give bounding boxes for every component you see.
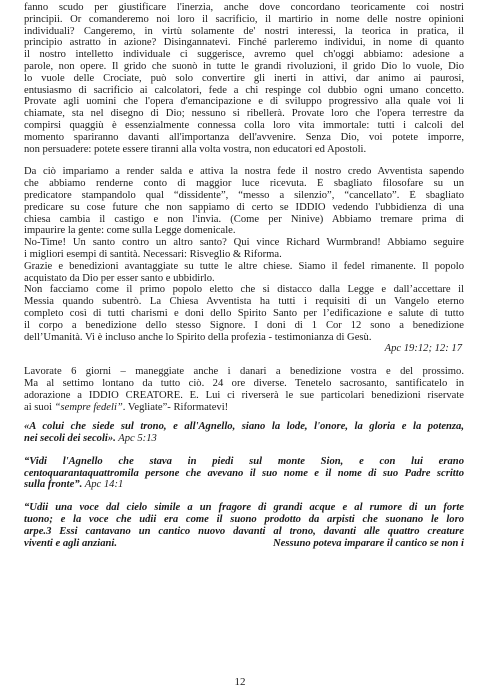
text-fragment: ai suoi: [24, 401, 55, 413]
quote-revelation-14-2: [24, 502, 464, 549]
text-line: il corpo a benedizione dello stesso Signore. I doni di 1 Cor 12 sono a benedizione: [24, 319, 464, 331]
quote-line: «A colui che siede sul trono, e all'Agnello, siano la lode, l'onore, la gloria e la potenza,: [24, 421, 464, 433]
text-line: Da ciò impariamo a render salda e attiva la nostra fede il nostro credo Avventista sapendo: [24, 166, 464, 178]
emphasis-text: “sempre fedeli”: [54, 401, 123, 413]
text-line: Ma al settimo lontano da tutto ciò. 24 ore diverse. Tenetelo sacrosanto, santificatelo in: [24, 377, 464, 389]
quote-line: “Udii una voce dal cielo simile a un fragore di grandi acque e al rumore di un forte: [24, 502, 464, 514]
scripture-reference: Apc 19:12; 12: 17: [384, 343, 462, 355]
text-line: chiamate, sta nel disegno di Dio; nessuno si ribellerà. Provate loro che l'opera terrestre da: [24, 108, 464, 120]
text-line: Messia quando subentrò. La Chiesa Avventista ha tutti i requisiti di un Vangelo eterno: [24, 296, 464, 308]
text-line: lo vuole delle Crociate, può solo convertire gli inerti in attivi, dar animo ai paurosi,: [24, 72, 464, 84]
quote-line: centoquarantaquattromila persone che avevano il suo nome e il nome di suo Padre scritto: [24, 467, 464, 479]
text-line: adorazione a IDDIO CREATORE. E. Lui ci riverserà le sue particolari benedizioni riservate: [24, 389, 464, 401]
quote-text: viventi e agli anziani.: [24, 537, 117, 549]
text-line: i migliori esempi di santità. Necessari: Risveglio & Riforma.: [24, 248, 282, 260]
text-line: Non facciamo come il primo popolo eletto che si distacco dalla Legge e dall’accettare il: [24, 284, 464, 296]
text-line: individuali? Cangeremo, in virtù solamente de' nostri interessi, la teorica in pratica, il: [24, 25, 464, 37]
paragraph-intro: [24, 2, 464, 155]
text-line: principii. Or comanderemo noi loro il sacrificio, il martirio in nome delle nostre opinioni: [24, 13, 464, 25]
quote-text: sulla fronte”.: [24, 479, 83, 491]
text-line: predicatore stampandolo qual “dissidente”, “messo a silenzio”, “cancellato”. È sbagliato: [24, 189, 464, 201]
text-line: [24, 402, 464, 414]
quote-line: [24, 479, 464, 491]
page-number: 12: [234, 676, 246, 688]
text-line: principio astratto in azione? Disingannatevi. Finché parleremo individui, in nome di quanto: [24, 37, 464, 49]
text-line: Provate agli uomini che l'opera d'emancipazione e di sviluppo progressivo alla quale voi li: [24, 96, 464, 108]
text-line: parole, non opere. Il grido che suonò in tutte le grandi rivoluzioni, il grido Dio lo vuole, Dio: [24, 60, 464, 72]
text-line: dell’Umanità. Vi è incluso anche lo Spirito della profezia - testimonianza di Gesù.: [24, 331, 372, 343]
paragraph-adventist-faith: [24, 166, 464, 355]
quote-text: nei secoli dei secoli».: [24, 433, 116, 445]
text-line: chiesa cambia il castigo e non l'invia. (Come per Ninive) Abbiamo tremare prima di: [24, 213, 464, 225]
text-line: No-Time! Un santo contro un altro santo? Qui vince Richard Wurmbrand! Abbiamo seguire: [24, 237, 464, 249]
quote-line: arpe.3 Essi cantavano un cantico nuovo davanti al trono, davanti alle quattro creature: [24, 525, 464, 537]
text-line: Lavorate 6 giorni – maneggiate anche i danari a benedizione vostra e del prossimo.: [24, 366, 464, 378]
text-line: predicare su cose future che non sappiamo di certo se IDDIO vedendo l'ubbidienza di una: [24, 201, 464, 213]
quote-text: Nessuno poteva imparare il cantico se non i: [273, 537, 464, 549]
scripture-reference: Apc 5:13: [115, 433, 157, 445]
quote-line: “Vidi l'Agnello che stava in piedi sul monte Sion, e con lui erano: [24, 455, 464, 467]
text-line: completo così di tutti charismi e doni dello Spirito Santo per l’edificazione e salute di tutto: [24, 307, 464, 319]
text-line: impaurire la gente: come sulla Legge domenicale.: [24, 225, 236, 237]
quote-line: [24, 538, 464, 550]
text-line: fanno scudo per giustificare l'inerzia, anche dove concordano teoricamente coi nostri: [24, 2, 464, 13]
quote-line: tuono; e la voce che udii era come il suono prodotto da arpisti che suonano le loro: [24, 514, 464, 526]
text-line: che abbiamo renderne conto di maggior luce ricevuta. È sbagliato filosofare su un: [24, 178, 464, 190]
text-line: compirsi quaggiù è essenzialmente connessa colla loro vita immortale: tutti i calcoli del: [24, 119, 464, 131]
text-line: il nostro intelletto individuale ci suggerisce, avremo quel ch'oggi abbiamo: adesione a: [24, 49, 464, 61]
text-line: Grazie e benedizioni avantaggiate su tutte le altre chiese. Siamo il fedel rimanente. Il popolo: [24, 260, 464, 272]
quote-revelation-14-1: [24, 456, 464, 491]
text-line: non persuadere: potete essere tiranni alla volta vostra, non educatori ed Apostoli.: [24, 143, 367, 155]
quote-line: [24, 433, 464, 445]
text-line: entusiasmo di sacrificio ai calcolatori, fede a chi respinge col dubbio ogni umano concetto.: [24, 84, 464, 96]
quote-revelation-5-13: [24, 421, 464, 445]
text-line: acquistato da Dio per esser santo e ubbidirlo.: [24, 272, 215, 284]
paragraph-sabbath: [24, 366, 464, 413]
text-fragment: . Vegliate”- Riformatevi!: [122, 401, 229, 413]
text-line: momento spariranno davanti all'importanza dell'avvenire. Senza Dio, voi potete imporre,: [24, 131, 464, 143]
scripture-reference: Apc 14:1: [82, 479, 124, 491]
